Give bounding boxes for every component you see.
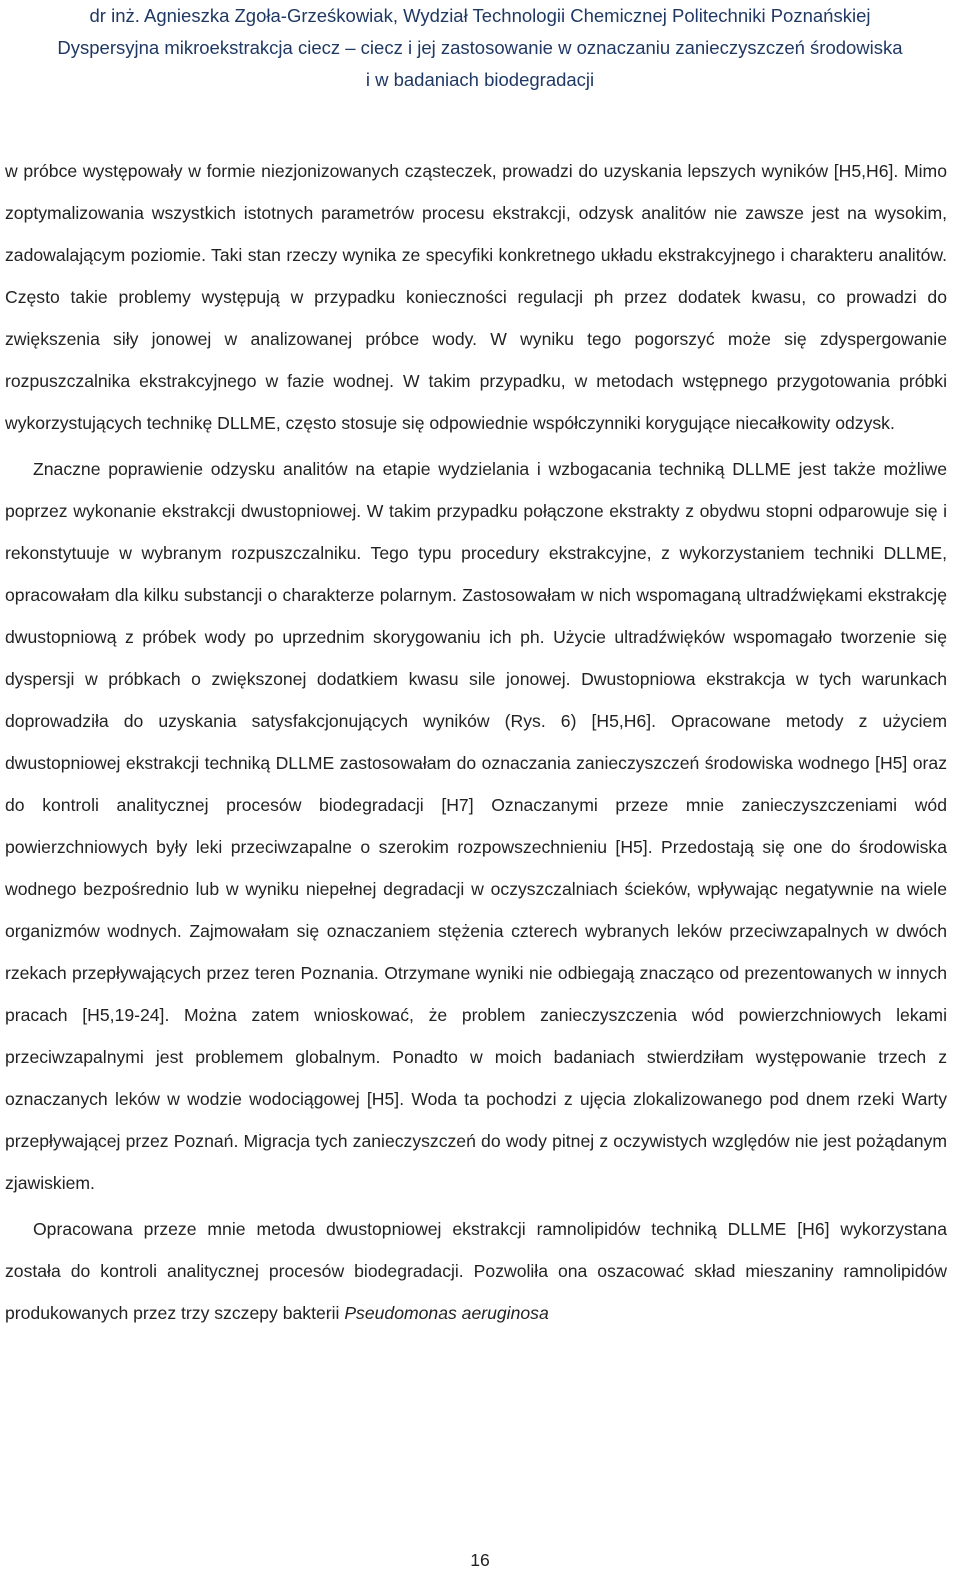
paragraph-continued: w próbce występowały w formie niezjonizowanych cząsteczek, prowadzi do uzyskania lepszych wyników [H5,H6]. Mimo zoptymalizowania wszystkich istotnych parametrów procesu ekstrakcji, odzysk analitów nie zawsze jest na wysokim, zadowalającym poziomie. Taki stan rzeczy wynika ze specyfiki konkretnego układu ekstrakcyjnego i charakteru analitów. Często takie problemy występują w przypadku konieczności regulacji ph przez dodatek kwasu, co prowadzi do zwiększenia siły jonowej w analizowanej próbce wody. W wyniku tego pogorszyć może się zdyspergowanie rozpuszczalnika ekstrakcyjnego w fazie wodnej. W takim przypadku, w metodach wstępnego przygotowania próbki wykorzystujących technikę DLLME, często stosuje się odpowiednie współczynniki korygujące niecałkowity odzysk. bbox=[5, 161, 947, 433]
document-body bbox=[5, 150, 947, 1334]
paragraph-two-stage-extraction: Znaczne poprawienie odzysku analitów na etapie wydzielania i wzbogacania techniką DLLME jest także możliwe poprzez wykonanie ekstrakcji dwustopniowej. W takim przypadku połączone ekstrakty z obydwu stopni odparowuje się i rekonstytuuje w wybranym rozpuszczalniku. Tego typu procedury ekstrakcyjne, z wykorzystaniem techniki DLLME, opracowałam dla kilku substancji o charakterze polarnym. Zastosowałam w nich wspomaganą ultradźwiękami ekstrakcję dwustopniową z próbek wody po uprzednim skorygowaniu ich ph. Użycie ultradźwięków wspomagało tworzenie się dyspersji w próbkach o zwiększonej dodatkiem kwasu sile jonowej. Dwustopniowa ekstrakcja w tych warunkach doprowadziła do uzyskania satysfakcjonujących wyników (Rys. 6) [H5,H6]. Opracowane metody z użyciem dwustopniowej ekstrakcji techniką DLLME zastosowałam do oznaczania zanieczyszczeń środowiska wodnego [H5] oraz do kontroli analitycznej procesów biodegradacji [H7] Oznaczanymi przeze mnie zanieczyszczeniami wód powierzchniowych były leki przeciwzapalne o szerokim rozpowszechnieniu [H5]. Przedostają się one do środowiska wodnego bezpośrednio lub w wyniku niepełnej degradacji w oczyszczalniach ścieków, wpływając negatywnie na wiele organizmów wodnych. Zajmowałam się oznaczaniem stężenia czterech wybranych leków przeciwzapalnych w dwóch rzekach przepływających przez teren Poznania. Otrzymane wyniki nie odbiegają znacząco od prezentowanych w innych pracach [H5,19-24]. Można zatem wnioskować, że problem zanieczyszczenia wód powierzchniowych lekami przeciwzapalnymi jest problemem globalnym. Ponadto w moich badaniach stwierdziłam występowanie trzech z oznaczanych leków w wodzie wodociągowej [H5]. Woda ta pochodzi z ujęcia zlokalizowanego pod dnem rzeki Warty przepływającej przez Poznań. Migracja tych zanieczyszczeń do wody pitnej z oczywistych względów nie jest pożądanym zjawiskiem. bbox=[5, 459, 947, 1193]
page-number: 16 bbox=[470, 1550, 490, 1570]
header-title-line-1: Dyspersyjna mikroekstrakcja ciecz – ciecz i jej zastosowanie w oznaczaniu zanieczyszczeń środowiska bbox=[57, 37, 903, 58]
paragraph-rhamnolipids bbox=[5, 1208, 947, 1334]
header-title-line-2: i w badaniach biodegradacji bbox=[365, 69, 595, 90]
species-name-italic: Pseudomonas aeruginosa bbox=[344, 1303, 549, 1323]
header-author-line: dr inż. Agnieszka Zgoła-Grześkowiak, Wydział Technologii Chemicznej Politechniki Poznańskiej bbox=[89, 5, 871, 26]
paragraph-rhamnolipids-text: Opracowana przeze mnie metoda dwustopniowej ekstrakcji ramnolipidów techniką DLLME [H6] wykorzystana została do kontroli analitycznej procesów biodegradacji. Pozwoliła ona oszacować skład mieszaniny ramnolipidów produkowanych przez trzy szczepy bakterii bbox=[5, 1219, 947, 1323]
page-header bbox=[0, 0, 960, 96]
